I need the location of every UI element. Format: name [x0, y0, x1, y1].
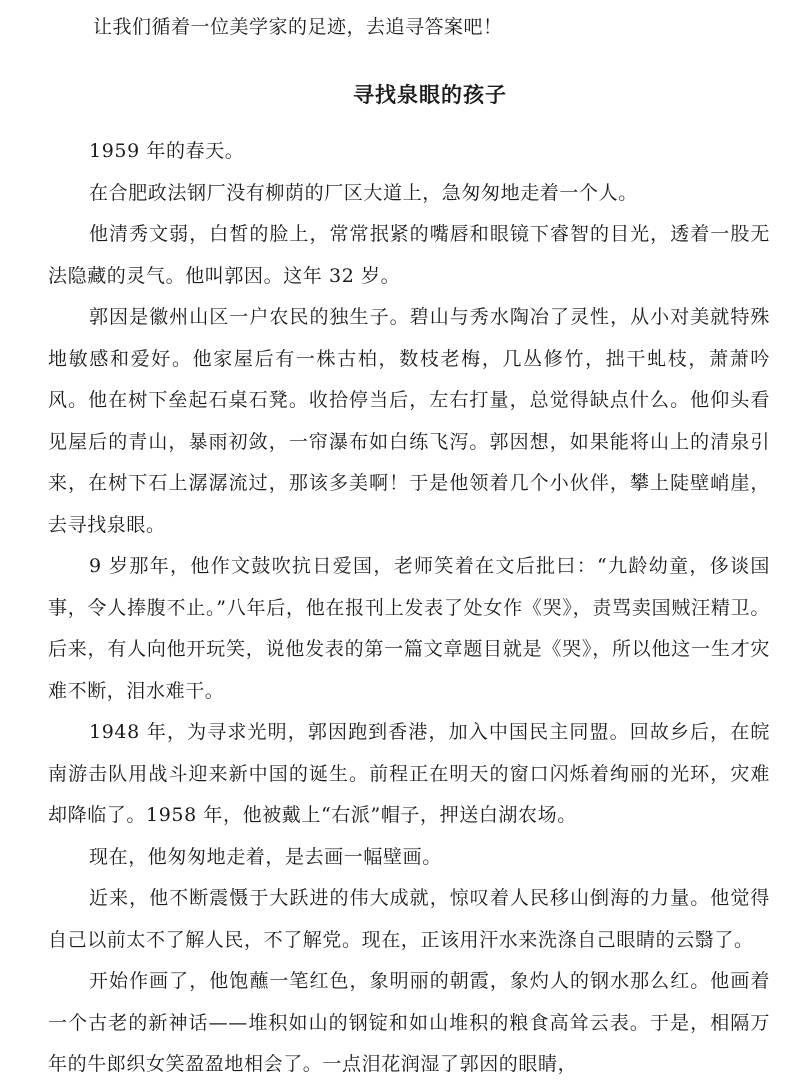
paragraph: 在合肥政法钢厂没有柳荫的厂区大道上，急匆匆地走着一个人。 — [89, 181, 638, 204]
paragraph: 开始作画了，他饱蘸一笔红色，象明丽的朝霞，象灼人的钢水那么红。他画着一个古老的新神话——堆积如山的钢锭和如山堆积的粮食高耸云表。于是，相隔万年的牛郎织女笑盈盈地相会了。一点泪花润湿了郭因的眼睛， — [48, 970, 770, 1075]
paragraph: 9 岁那年，他作文鼓吹抗日爱国，老师笑着在文后批曰：“九龄幼童，侈谈国事，令人捧腹不止。”八年后，他在报刊上发表了处女作《哭》，责骂卖国贼汪精卫。后来，有人向他开玩笑，说他发表的第一篇文章题目就是《哭》，所以他这一生才灾难不断，泪水难干。 — [48, 555, 770, 702]
paragraph: 他清秀文弱，白皙的脸上，常常抿紧的嘴唇和眼镜下睿智的目光，透着一股无法隐藏的灵气。他叫郭因。这年 32 岁。 — [48, 223, 770, 287]
article-title: 寻找泉眼的孩子 — [353, 83, 507, 107]
intro-line: 让我们循着一位美学家的足迹，去追寻答案吧！ — [93, 16, 503, 38]
paragraph: 现在，他匆匆地走着，是去画一幅壁画。 — [89, 845, 442, 868]
article-body — [48, 131, 770, 1086]
paragraph: 1959 年的春天。 — [89, 140, 245, 162]
paragraph: 1948 年，为寻求光明，郭因跑到香港，加入中国民主同盟。回故乡后，在皖南游击队用战斗迎来新中国的诞生。前程正在明天的窗口闪烁着绚丽的光环，灾难却降临了。1958 年，他被戴上“右派”帽子，押送白湖农场。 — [48, 721, 770, 826]
paragraph: 近来，他不断震慑于大跃进的伟大成就，惊叹着人民移山倒海的力量。他觉得自己以前太不了解人民，不了解党。现在，正该用汗水来洗涤自己眼睛的云翳了。 — [48, 887, 770, 951]
paragraph: 郭因是徽州山区一户农民的独生子。碧山与秀水陶冶了灵性，从小对美就特殊地敏感和爱好。他家屋后有一株古柏，数枝老梅，几丛修竹，拙干虬枝，萧萧吟风。他在树下垒起石桌石凳。收拾停当后，左右打量，总觉得缺点什么。他仰头看见屋后的青山，暴雨初敛，一帘瀑布如白练飞泻。郭因想，如果能将山上的清泉引来，在树下石上潺潺流过，那该多美啊！于是他领着几个小伙伴，攀上陡壁峭崖，去寻找泉眼。 — [48, 306, 770, 536]
